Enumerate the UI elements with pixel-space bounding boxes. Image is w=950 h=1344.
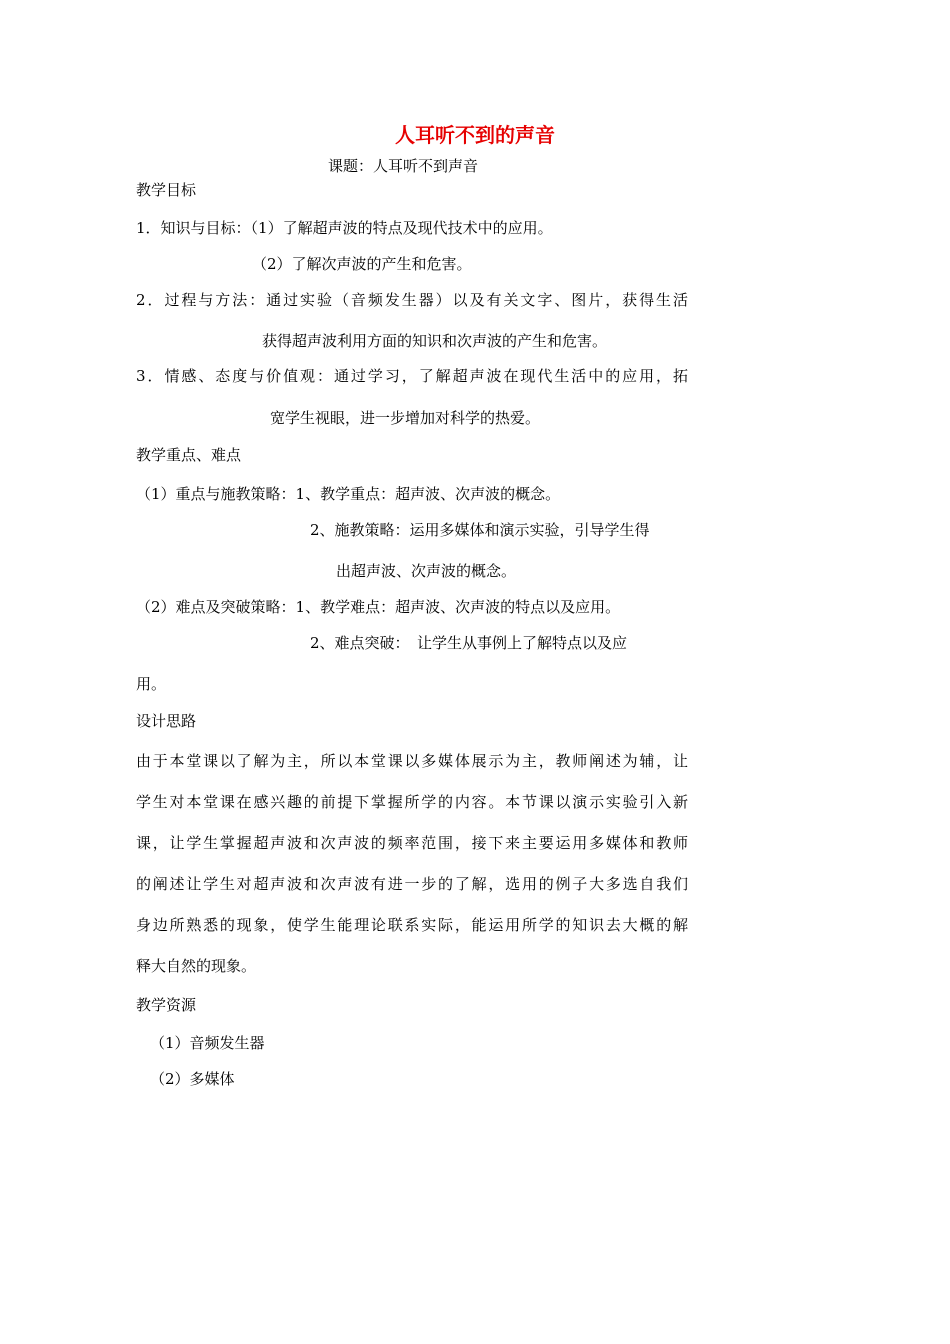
page-title: 人耳听不到的声音 [395,123,555,147]
goal-2-line-a: 2．过程与方法：通过实验（音频发生器）以及有关文字、图片，获得生活 [136,291,688,309]
design-line: 课，让学生掌握超声波和次声波的频率范围，接下来主要运用多媒体和教师 [136,834,688,852]
key-point-1-line-a: （1）重点与施教策略：1、教学重点：超声波、次声波的概念。 [136,485,561,503]
resource-item: （1）音频发生器 [150,1034,265,1052]
resources-heading: 教学资源 [136,996,197,1014]
key-points-heading: 教学重点、难点 [136,446,242,464]
lesson-subtitle: 课题：人耳听不到声音 [328,157,479,175]
design-line: 学生对本堂课在感兴趣的前提下掌握所学的内容。本节课以演示实验引入新 [136,793,688,811]
design-line: 身边所熟悉的现象，使学生能理论联系实际，能运用所学的知识去大概的解 [136,916,688,934]
goal-2-line-b: 获得超声波利用方面的知识和次声波的产生和危害。 [262,332,608,350]
goal-3-line-b: 宽学生视眼，进一步增加对科学的热爱。 [270,409,541,427]
key-point-1-line-b: 2、施教策略：运用多媒体和演示实验，引导学生得 [310,521,650,539]
key-point-1-line-c: 出超声波、次声波的概念。 [336,562,517,580]
design-heading: 设计思路 [136,712,197,730]
goals-heading: 教学目标 [136,181,197,199]
design-line: 由于本堂课以了解为主，所以本堂课以多媒体展示为主，教师阐述为辅，让 [136,752,688,770]
key-point-2-line-b: 2、难点突破： 让学生从事例上了解特点以及应 [310,634,628,652]
key-point-2-line-c: 用。 [136,675,167,693]
key-point-2-line-a: （2）难点及突破策略：1、教学难点：超声波、次声波的特点以及应用。 [136,598,621,616]
goal-3-line-a: 3．情感、态度与价值观：通过学习，了解超声波在现代生活中的应用，拓 [136,367,688,385]
goal-1-line-b: （2）了解次声波的产生和危害。 [252,255,472,273]
resource-item: （2）多媒体 [150,1070,235,1088]
design-line: 的阐述让学生对超声波和次声波有进一步的了解，选用的例子大多选自我们 [136,875,688,893]
design-line: 释大自然的现象。 [136,957,257,975]
goal-1-line-a: 1．知识与目标：（1）了解超声波的特点及现代技术中的应用。 [136,219,553,237]
